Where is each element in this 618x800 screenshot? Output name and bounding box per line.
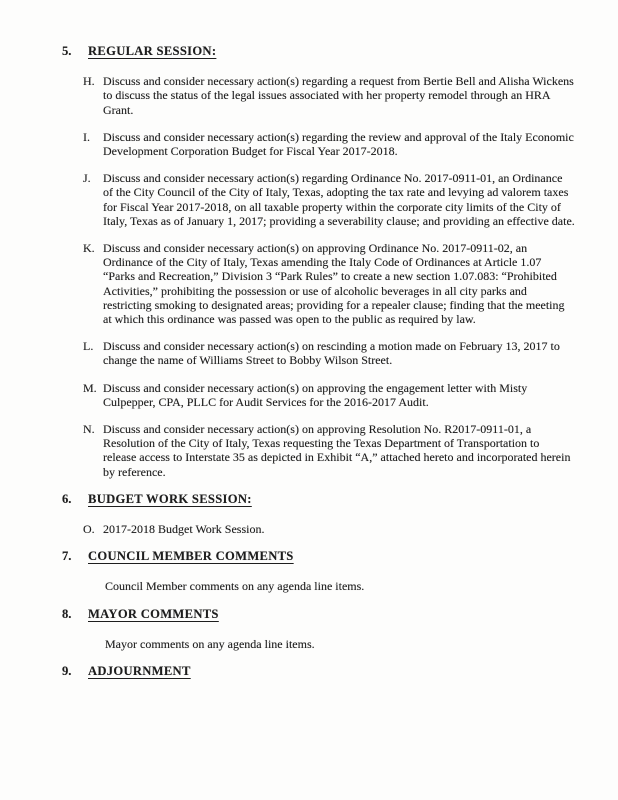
- agenda-item-k: [83, 241, 576, 326]
- section-heading-council-member-comments: [62, 549, 576, 563]
- item-text: Discuss and consider necessary action(s) on rescinding a motion made on February 13, 2017 to change the name of Williams Street to Bobby Wilson Street.: [103, 339, 560, 368]
- section-number: 9.: [62, 664, 72, 679]
- agenda-item-j: [83, 171, 576, 228]
- item-text: Discuss and consider necessary action(s) on approving Resolution No. R2017-0911-01, a Resolution of the City of Italy, Texas requesting the Texas Department of Transportation to release access to Interstate 35 as depicted in Exhibit “A,” attached hereto and incorporated herein by reference.: [103, 422, 571, 479]
- agenda-item-o: [83, 522, 576, 536]
- agenda-item-m: [83, 381, 576, 409]
- item-letter: N.: [83, 422, 95, 437]
- section-note-mayor-comments: Mayor comments on any agenda line items.: [105, 636, 315, 651]
- section-heading-mayor-comments: [62, 607, 576, 621]
- agenda-item-h: [83, 74, 576, 117]
- item-letter: O.: [83, 522, 95, 537]
- item-text: Discuss and consider necessary action(s) on approving the engagement letter with Misty Culpepper, CPA, PLLC for Audit Services for the 2016-2017 Audit.: [103, 380, 528, 409]
- section-number: 5.: [62, 44, 72, 58]
- item-letter: J.: [83, 171, 91, 186]
- item-text: Discuss and consider necessary action(s) regarding a request from Bertie Bell and Alisha Wickens to discuss the status of the legal issues associated with her property remodel through an HRA Grant.: [103, 74, 574, 117]
- section-heading-adjournment: [62, 664, 576, 678]
- section-title: ADJOURNMENT: [88, 664, 191, 679]
- item-letter: K.: [83, 241, 95, 256]
- section-title: COUNCIL MEMBER COMMENTS: [88, 549, 294, 564]
- item-letter: L.: [83, 339, 94, 354]
- section-heading-budget-work-session: [62, 492, 576, 506]
- section-council-member-comments: [62, 549, 576, 593]
- agenda-item-n: [83, 422, 576, 479]
- section-note-council-member-comments: Council Member comments on any agenda line items.: [105, 579, 365, 594]
- section-adjournment: [62, 664, 576, 678]
- agenda-item-l: [83, 339, 576, 367]
- section-number: 7.: [62, 549, 72, 564]
- agenda-item-i: [83, 130, 576, 158]
- item-letter: H.: [83, 74, 95, 89]
- item-text: Discuss and consider necessary action(s) regarding Ordinance No. 2017-0911-01, an Ordinance of the City Council of the City of Italy, Texas, adopting the tax rate and levying ad valorem taxes for Fiscal Year 2017-2018, on all taxable property within the corporate city limits of the City of Italy, Texas as of January 1, 2017; providing a severability clause; and providing an effective date.: [103, 171, 575, 228]
- item-text: Discuss and consider necessary action(s) on approving Ordinance No. 2017-0911-02, an Ordinance of the City of Italy, Texas amending the Italy Code of Ordinances at Article 1.07 “Parks and Recreation,” Division 3 “Park Rules” to create a new section 1.07.083: “Prohibited Activities,” prohibiting the possession or use of alcoholic beverages in all city parks and restricting smoking to designated areas; providing for a repealer clause; finding that the meeting at which this ordinance was passed was open to the public as required by law.: [103, 241, 565, 327]
- section-number: 6.: [62, 491, 72, 506]
- section-budget-work-session: [62, 492, 576, 536]
- section-title: REGULAR SESSION:: [88, 44, 217, 58]
- section-title: BUDGET WORK SESSION:: [88, 491, 252, 506]
- section-title: MAYOR COMMENTS: [88, 606, 219, 621]
- item-letter: I.: [83, 129, 90, 144]
- item-letter: M.: [83, 380, 97, 395]
- section-heading-regular-session: [62, 44, 576, 58]
- section-number: 8.: [62, 606, 72, 621]
- section-regular-session: [62, 44, 576, 479]
- item-text: 2017-2018 Budget Work Session.: [103, 522, 265, 537]
- section-mayor-comments: [62, 607, 576, 651]
- item-text: Discuss and consider necessary action(s) regarding the review and approval of the Italy Economic Development Corporation Budget for Fiscal Year 2017-2018.: [103, 129, 574, 159]
